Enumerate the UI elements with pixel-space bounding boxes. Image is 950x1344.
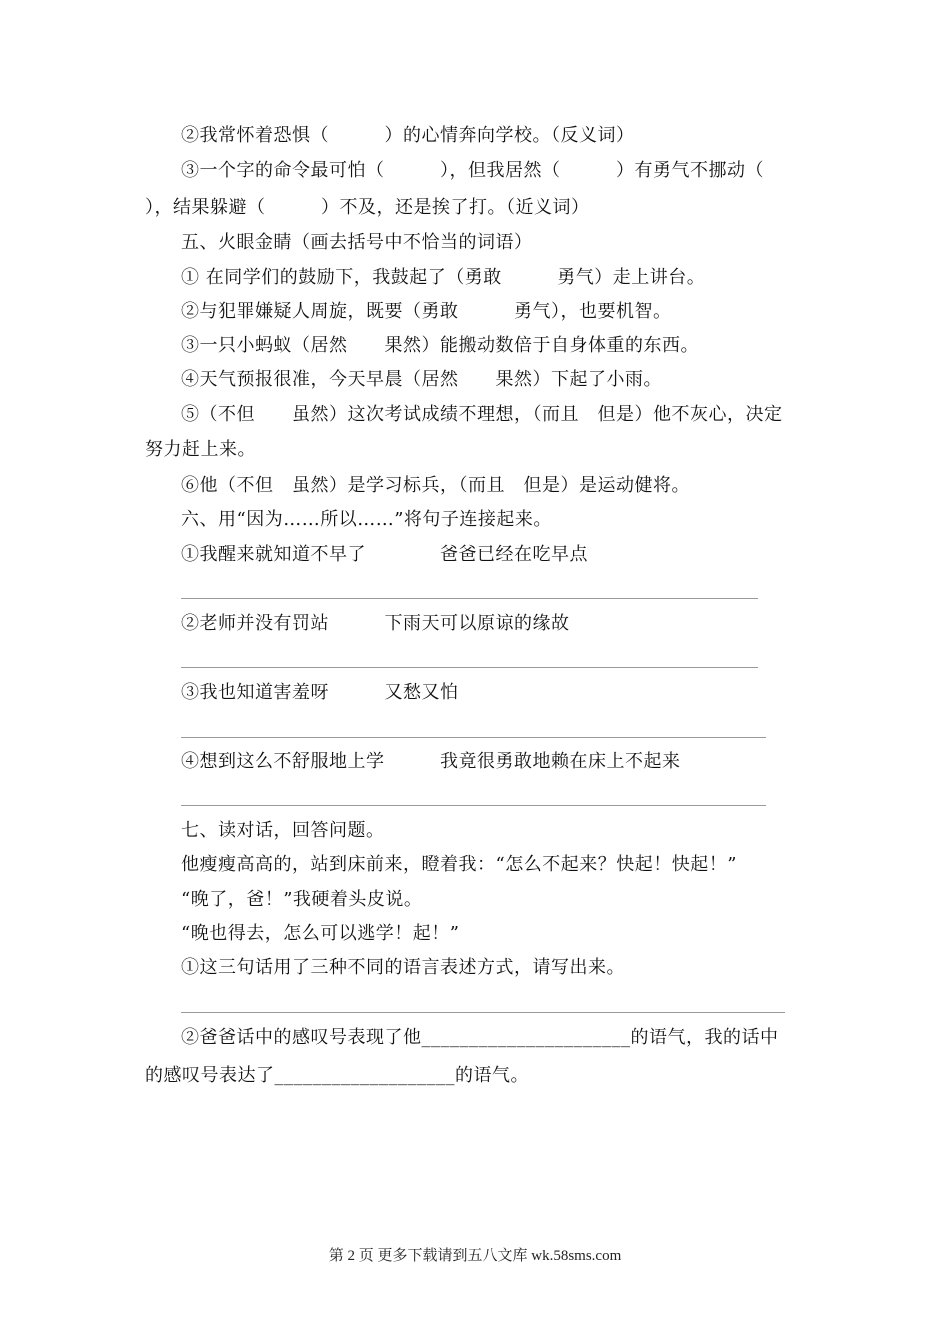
text-line: ②与犯罪嫌疑人周旋，既要（勇敢 勇气），也要机智。 — [181, 301, 672, 322]
answer-line — [181, 667, 758, 668]
section-heading: 五、火眼金睛（画去括号中不恰当的词语） — [181, 232, 533, 253]
text-line: ④想到这么不舒服地上学 我竟很勇敢地赖在床上不起来 — [181, 751, 681, 772]
text-line: ③一个字的命令最可怕（ ），但我居然（ ）有勇气不挪动（ — [181, 160, 764, 181]
text-line: ），结果躲避（ ）不及，还是挨了打。（近义词） — [145, 197, 590, 218]
text-line: “晚了，爸！”我硬着头皮说。 — [181, 889, 423, 910]
answer-line — [181, 598, 758, 599]
text-line: ②老师并没有罚站 下雨天可以原谅的缘故 — [181, 613, 570, 634]
section-heading: 六、用“因为……所以……”将句子连接起来。 — [181, 509, 552, 530]
text-line: ⑥他（不但 虽然）是学习标兵，（而且 但是）是运动健将。 — [181, 475, 690, 496]
text-line: 努力赶上来。 — [145, 439, 256, 460]
text-line: “晚也得去，怎么可以逃学！起！” — [181, 923, 460, 944]
answer-line — [181, 805, 766, 806]
text-line: ③我也知道害羞呀 又愁又怕 — [181, 682, 459, 703]
text-line: ⑤（不但 虽然）这次考试成绩不理想，（而且 但是）他不灰心，决定 — [181, 404, 783, 425]
text-line: ③一只小蚂蚁（居然 果然）能搬动数倍于自身体重的东西。 — [181, 335, 699, 356]
text-line: ① 在同学们的鼓励下，我鼓起了（勇敢 勇气）走上讲台。 — [181, 267, 706, 288]
text-line: ①这三句话用了三种不同的语言表述方式，请写出来。 — [181, 957, 625, 978]
text-line: ②爸爸话中的感叹号表现了他______________________的语气，我的话中 — [181, 1027, 779, 1048]
page-footer: 第 2 页 更多下载请到五八文库 wk.58sms.com — [328, 1248, 622, 1264]
text-line: ②我常怀着恐惧（ ）的心情奔向学校。（反义词） — [181, 125, 635, 146]
text-line: 他瘦瘦高高的，站到床前来，瞪着我：“怎么不起来？快起！快起！” — [181, 854, 737, 875]
text-line: ①我醒来就知道不早了 爸爸已经在吃早点 — [181, 544, 588, 565]
answer-line — [181, 737, 766, 738]
text-line: 的感叹号表达了___________________的语气。 — [145, 1065, 529, 1086]
text-line: ④天气预报很准，今天早晨（居然 果然）下起了小雨。 — [181, 369, 662, 390]
answer-line — [181, 1012, 785, 1013]
section-heading: 七、读对话，回答问题。 — [181, 820, 385, 841]
